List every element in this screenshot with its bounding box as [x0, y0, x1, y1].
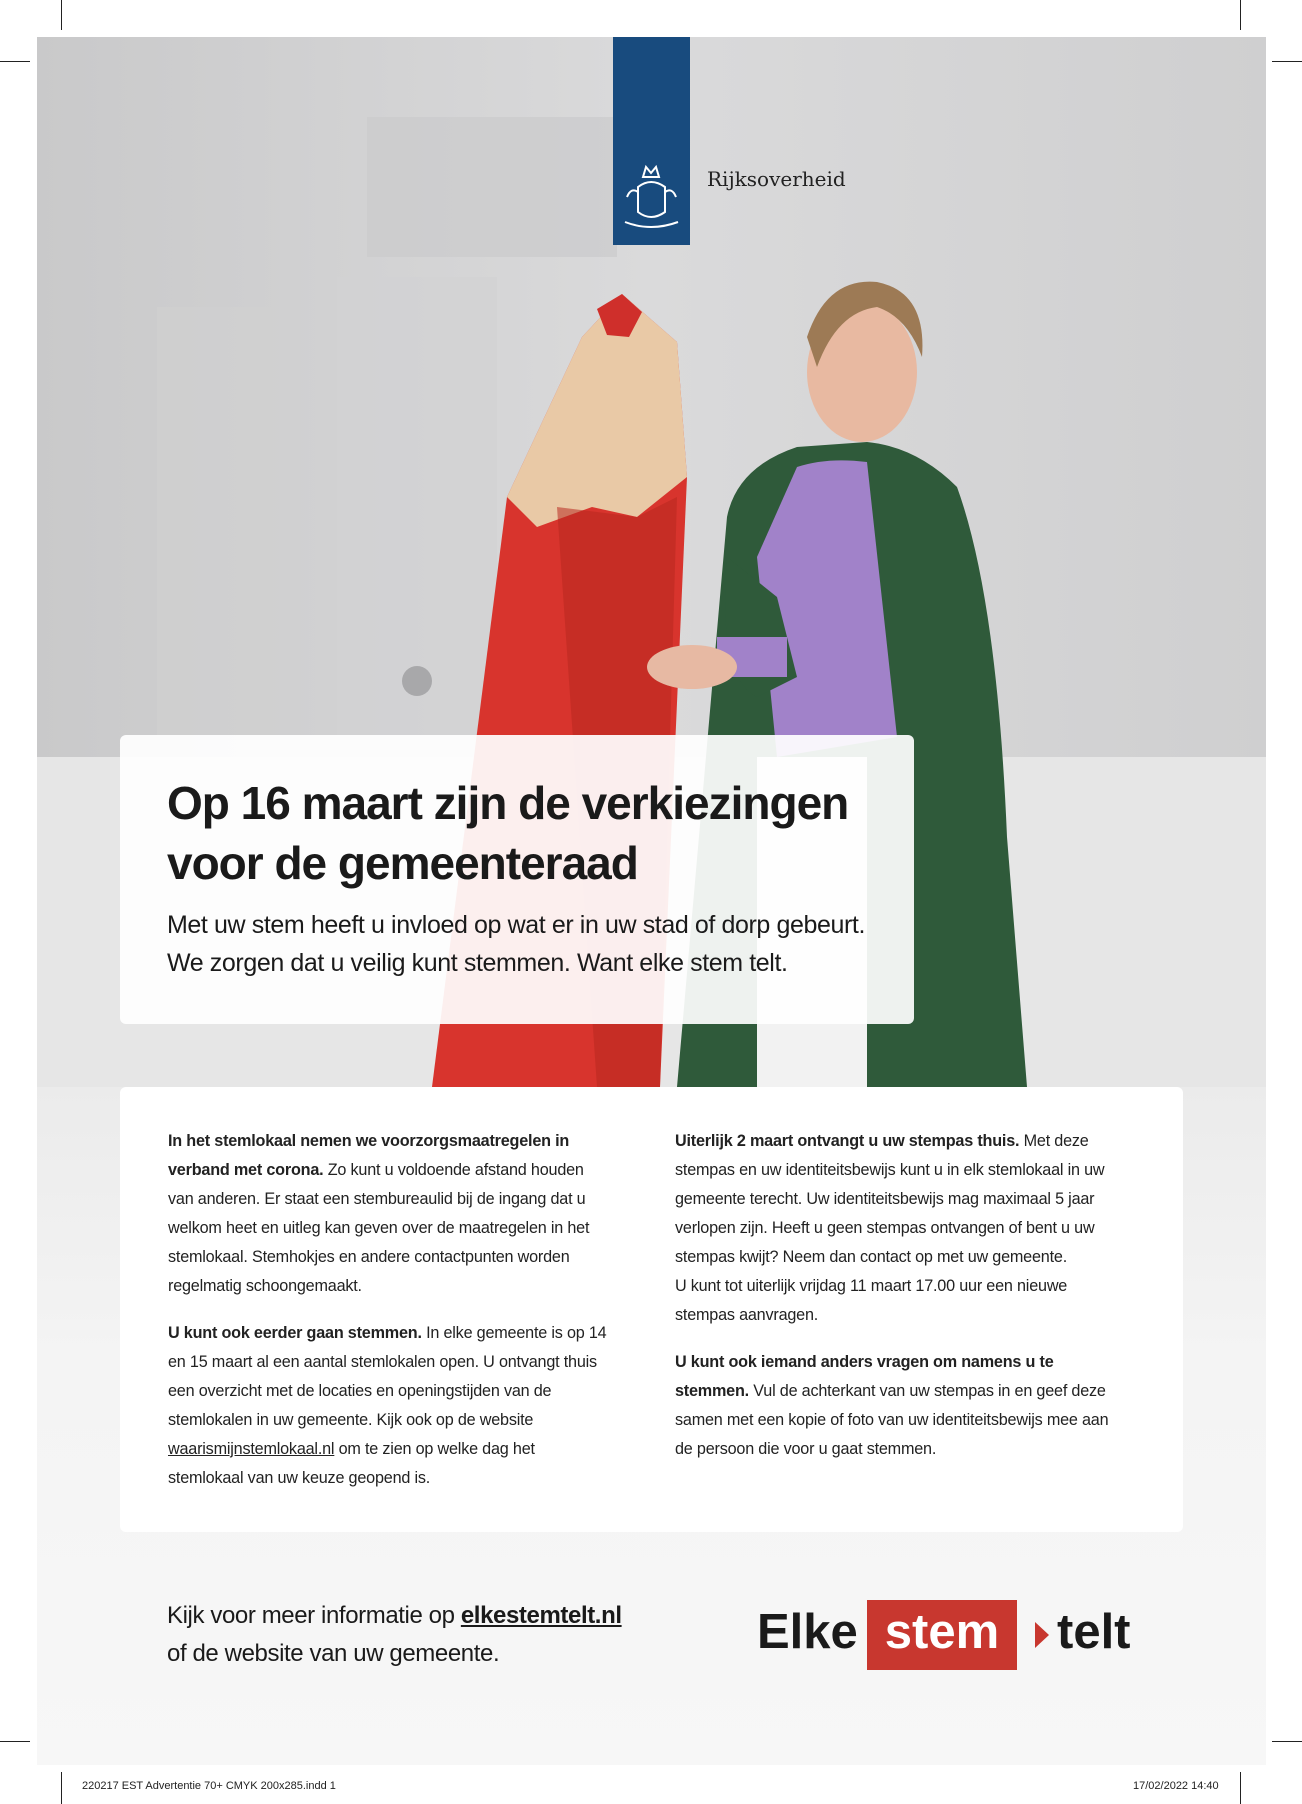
arrow-right-icon: [1035, 1622, 1049, 1648]
info-paragraph-body: Zo kunt u voldoende afstand houden van anderen. Er staat een stembureaulid bij de ingang dat u welkom heet en uitleg kan geven over de maatregelen in het stemlokaal. Stemhokjes en andere contactpunten worden regelmatig schoongemaakt.: [168, 1161, 590, 1295]
campaign-logo-word: telt: [1057, 1605, 1131, 1659]
info-paragraph-lead: Uiterlijk 2 maart ontvangt u uw stempas thuis.: [675, 1132, 1020, 1150]
info-paragraph-lead: U kunt ook eerder gaan stemmen.: [168, 1324, 422, 1342]
crop-mark: [0, 61, 30, 62]
crop-mark: [0, 1741, 30, 1742]
headline-card: [120, 735, 914, 1024]
info-paragraph-body: om te zien op welke dag het stemlokaal van uw keuze geopend is.: [168, 1440, 535, 1487]
crop-mark: [61, 1772, 62, 1804]
info-paragraph: [168, 1319, 608, 1493]
campaign-logo-word: stem: [884, 1605, 1000, 1659]
campaign-logo-highlight: [867, 1600, 1017, 1670]
elkestemtelt-link[interactable]: elkestemtelt.nl: [460, 1602, 622, 1629]
info-paragraph: [675, 1127, 1115, 1330]
campaign-logo-word: Elke: [757, 1605, 858, 1659]
crop-mark: [1240, 0, 1241, 30]
page-subtitle: Met uw stem heeft u invloed op wat er in uw stad of dorp gebeurt. We zorgen dat u veilig kunt stemmen. Want elke stem telt.: [167, 911, 866, 977]
info-paragraph-body: Met deze stempas en uw identiteitsbewijs kunt u in elk stemlokaal in uw gemeente terecht. Uw identiteitsbewijs mag maximaal 5 jaar verlopen zijn. Heeft u geen stempas ontvangen of bent u uw stempas kwijt? Neem dan contact op met uw gemeente.: [675, 1132, 1105, 1266]
campaign-logo: [757, 1600, 1177, 1670]
print-slug-file: 220217 EST Advertentie 70+ CMYK 200x285.indd 1: [82, 1780, 336, 1792]
info-paragraph-body: In elke gemeente is op 14 en 15 maart al een aantal stemlokalen open. U ontvangt thuis een overzicht met de locaties en openingstijden van de stemlokalen in uw gemeente. Kijk ook op de website: [168, 1324, 607, 1429]
footer-text: Kijk voor meer informatie op: [167, 1602, 461, 1629]
print-slug-date: 17/02/2022 14:40: [1133, 1780, 1219, 1792]
crop-mark: [1272, 1741, 1302, 1742]
info-paragraph: [675, 1348, 1115, 1464]
crop-mark: [1240, 1772, 1241, 1804]
coat-of-arms-icon: [613, 37, 690, 245]
info-paragraph-body: U kunt tot uiterlijk vrijdag 11 maart 17.00 uur een nieuwe stempas aanvragen.: [675, 1277, 1068, 1324]
info-paragraph-lead: U kunt ook iemand anders vragen om namens u te stemmen.: [675, 1353, 1054, 1400]
logo-wordmark: Rijksoverheid: [707, 167, 846, 191]
footer-info: [167, 1597, 727, 1673]
advertisement-page: [37, 37, 1266, 1765]
logo-bar: [613, 37, 690, 245]
info-paragraph: [168, 1127, 608, 1301]
crop-mark: [61, 0, 62, 30]
footer-text: of de website van uw gemeente.: [167, 1640, 500, 1667]
info-card: [120, 1087, 1183, 1532]
info-column-right: [675, 1127, 1115, 1482]
info-paragraph-lead: In het stemlokaal nemen we voorzorgsmaatregelen in verband met corona.: [168, 1132, 570, 1179]
waarismijnstemlokaal-link[interactable]: waarismijnstemlokaal.nl: [168, 1440, 335, 1458]
info-paragraph-body: Vul de achterkant van uw stempas in en geef deze samen met een kopie of foto van uw identiteitsbewijs mee aan de persoon die voor u gaat stemmen.: [675, 1382, 1109, 1458]
info-column-left: [168, 1127, 608, 1511]
crop-mark: [1272, 61, 1302, 62]
page-title: Op 16 maart zijn de verkiezingen voor de gemeenteraad: [167, 777, 849, 889]
